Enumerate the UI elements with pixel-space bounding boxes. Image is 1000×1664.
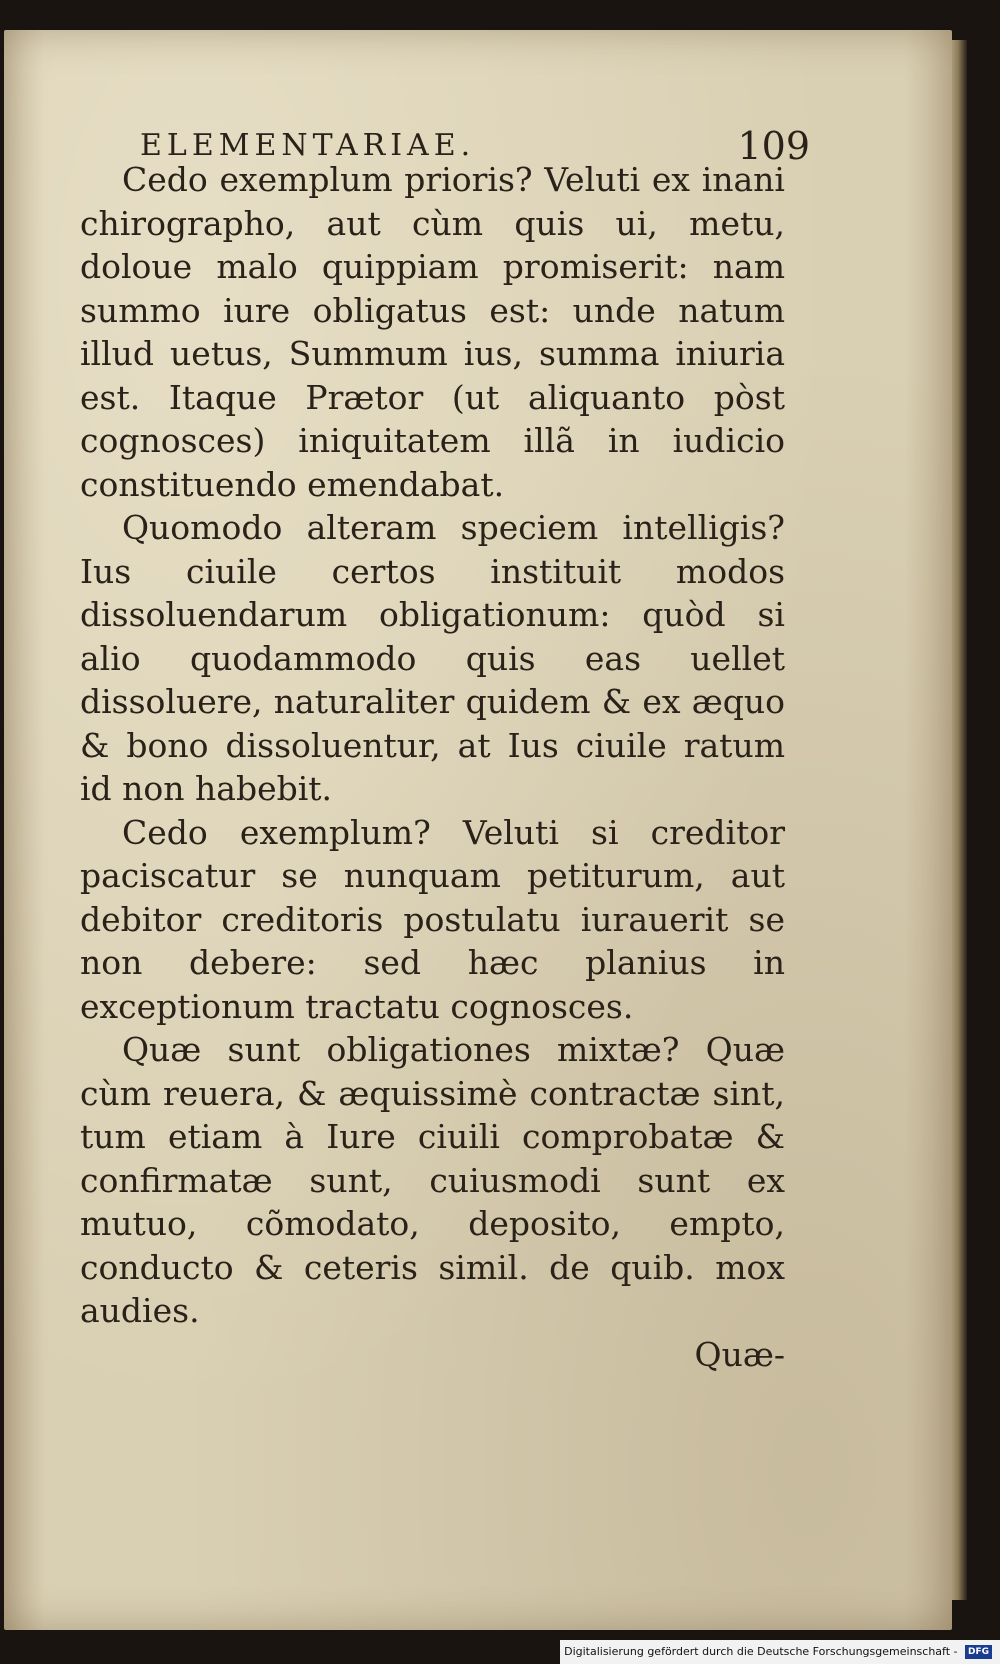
page-number: 109	[737, 124, 810, 168]
paragraph: Cedo exemplum prioris? Veluti ex inani chirographo, aut cùm quis ui, metu, doloue malo quippiam promiserit: nam summo iure obligatus est: unde natum illud uetus, Summum ius, summa iniuria est. Itaque Prætor (ut aliquanto pòst cognosces) iniquitatem illã in iudicio constituendo emendabat.	[80, 160, 785, 504]
paragraph: Quomodo alteram speciem intelligis? Ius ciuile certos instituit modos dissoluendarum obligationum: quòd si alio quodammodo quis eas uellet dissoluere, naturaliter quidem & ex æquo & bono dissoluentur, at Ius ciuile ratum id non habebit.	[80, 508, 785, 808]
paragraph: Quæ sunt obligationes mixtæ? Quæ cùm reuera, & æquissimè contractæ sint, tum etiam à Iure ciuili comprobatæ & confirmatæ sunt, cuiusmodi sunt ex mutuo, cõmodato, deposito, empto, conducto & ceteris simil. de quib. mox audies.	[80, 1030, 785, 1330]
paragraph: Cedo exemplum? Veluti si creditor paciscatur se nunquam petiturum, aut debitor creditoris postulatu iurauerit se non debere: sed hæc planius in exceptionum tractatu cognosces.	[80, 812, 785, 1026]
digitization-footer	[560, 1640, 1000, 1664]
footer-text: Digitalisierung gefördert durch die Deutsche Forschungsgemeinschaft -	[564, 1645, 958, 1658]
running-head-title: ELEMENTARIAE.	[140, 128, 476, 163]
page-body	[80, 158, 785, 1376]
dfg-logo: DFG	[965, 1645, 992, 1659]
catchword: Quæ-	[694, 1334, 785, 1374]
